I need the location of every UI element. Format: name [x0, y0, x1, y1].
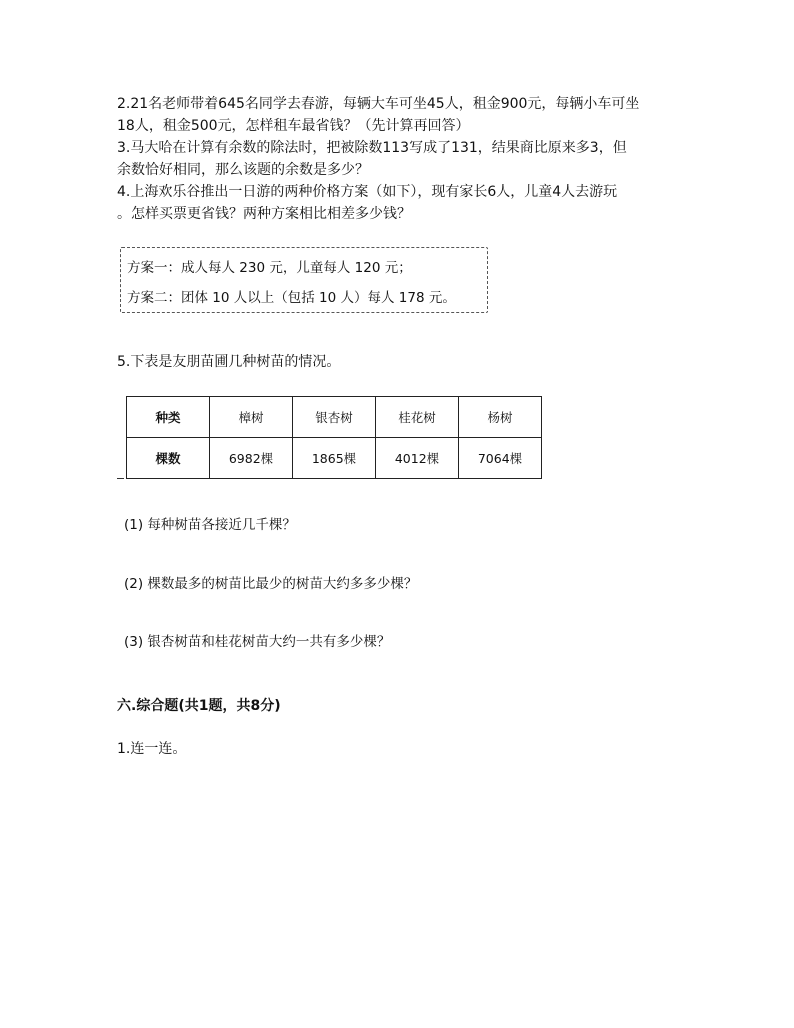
tree-seedling-table: [126, 396, 542, 479]
table-cell: 6982棵: [210, 438, 293, 479]
table-cell: 4012棵: [376, 438, 459, 479]
q2-line1: 2.21名老师带着645名同学去春游，每辆大车可坐45人，租金900元，每辆小车可坐: [117, 96, 640, 112]
q5-intro: 5.下表是友朋苗圃几种树苗的情况。: [117, 354, 341, 370]
q3-line2: 余数恰好相同，那么该题的余数是多少？: [117, 162, 369, 178]
table-cell: 7064棵: [459, 438, 542, 479]
q3-line1: 3.马大哈在计算有余数的除法时，把被除数113写成了131，结果商比原来多3，但: [117, 140, 627, 156]
table-header-row: [127, 397, 542, 438]
q5-sub3: (3) 银杏树苗和桂花树苗大约一共有多少棵？: [124, 634, 391, 650]
q4-line2: 。怎样买票更省钱？两种方案相比相差多少钱？: [117, 206, 411, 222]
table-cell: 棵数: [127, 438, 210, 479]
table-cell: 杨树: [459, 397, 542, 438]
price-plan-box: [120, 247, 488, 313]
table-cell: 银杏树: [293, 397, 376, 438]
table-cell: 桂花树: [376, 397, 459, 438]
q4-line1: 4.上海欢乐谷推出一日游的两种价格方案（如下），现有家长6人，儿童4人去游玩: [117, 184, 618, 200]
plan-one: 方案一：成人每人 230 元，儿童每人 120 元；: [127, 260, 412, 276]
section-six-q1: 1.连一连。: [117, 741, 187, 757]
q5-sub1: (1) 每种树苗各接近几千棵？: [124, 517, 296, 533]
q5-sub2: (2) 棵数最多的树苗比最少的树苗大约多多少棵？: [124, 576, 418, 592]
table-cell: 种类: [127, 397, 210, 438]
divider-mark: [117, 478, 124, 479]
plan-two: 方案二：团体 10 人以上（包括 10 人）每人 178 元。: [127, 290, 456, 306]
table-row: [127, 438, 542, 479]
table-cell: 1865棵: [293, 438, 376, 479]
table-cell: 樟树: [210, 397, 293, 438]
section-six-title: 六.综合题(共1题，共8分): [117, 698, 281, 714]
q2-line2: 18人，租金500元，怎样租车最省钱？（先计算再回答）: [117, 118, 470, 134]
